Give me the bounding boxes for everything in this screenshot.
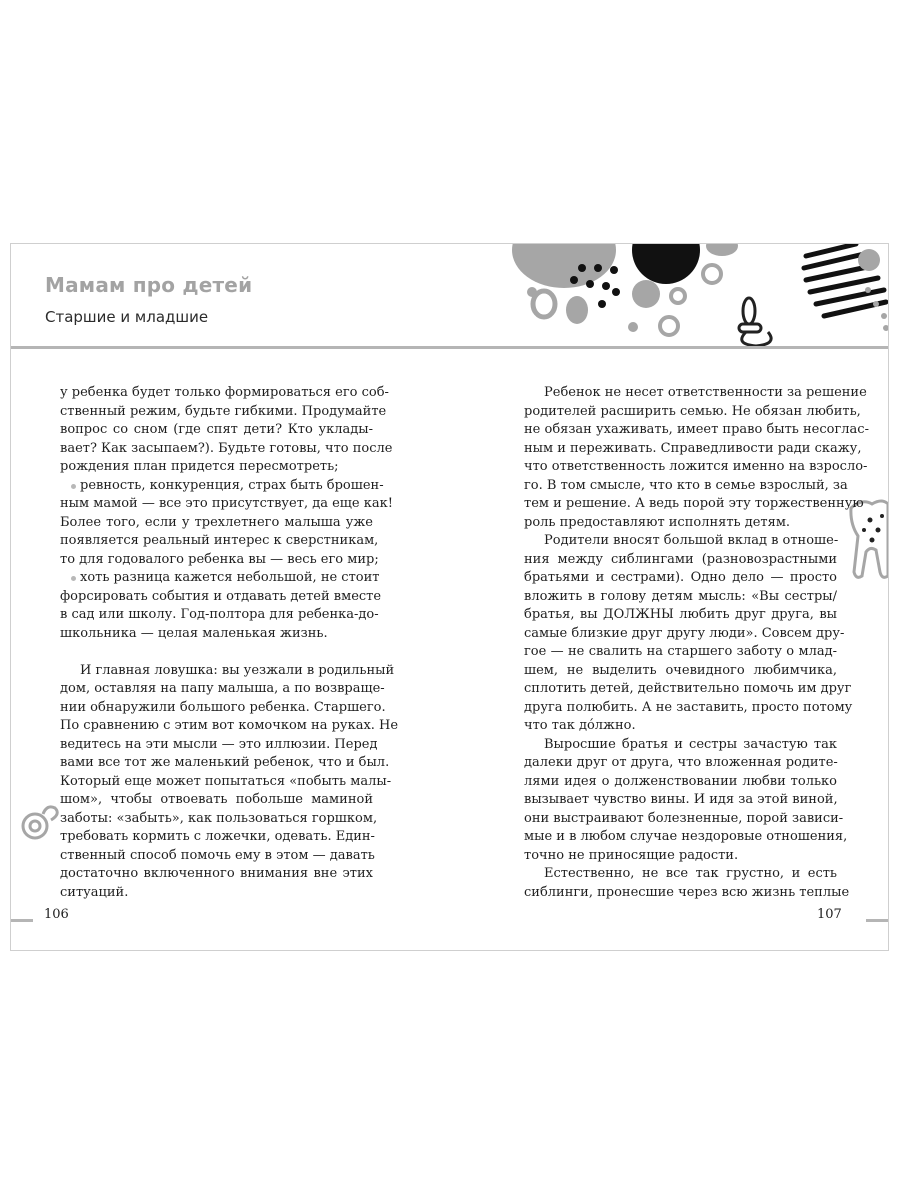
text-line: мые и в любом случае нездоровые отношения, xyxy=(524,829,848,844)
left-page-text xyxy=(60,384,399,902)
gray-blob-small xyxy=(706,244,738,256)
text-line: не обязан ухаживать, имеет право быть несоглас- xyxy=(524,422,869,437)
text-line: По сравнению с этим вот комочком на руках. Не xyxy=(60,718,399,733)
text-line: появляется реальный интерес к сверстникам, xyxy=(60,533,379,548)
text-line: то для годовалого ребенка вы — весь его мир; xyxy=(60,551,379,567)
text-line: вает? Как засыпаем?). Будьте готовы, что после xyxy=(60,440,393,456)
gray-circle xyxy=(632,280,660,308)
text-line: ственный режим, будьте гибкими. Продумайте xyxy=(60,403,387,419)
page-number-right: 107 xyxy=(817,907,842,922)
text-line: хоть разница кажется небольшой, не стоит xyxy=(80,570,380,585)
text-line: ревность, конкуренция, страх быть брошен- xyxy=(80,477,384,493)
text-line: ным мамой — все это присутствует, да еще как! xyxy=(60,496,393,511)
text-line: Более того, если у трехлетнего малыша уже xyxy=(60,514,373,530)
text-line: дом, оставляя на папу малыша, а по возвраще- xyxy=(60,681,385,696)
text-line: что ответственность ложится именно на взросло- xyxy=(524,459,868,474)
text-line: шем, не выделить очевидного любимчика, xyxy=(524,662,837,678)
text-line: тем и решение. А ведь порой эту торжественную xyxy=(524,496,864,511)
bullet-icon xyxy=(71,576,76,581)
text-line: ным и переживать. Справедливости ради скажу, xyxy=(524,440,862,456)
text-line: роль предоставляют исполнять детям. xyxy=(524,514,791,530)
text-line: ведитесь на эти мысли — это иллюзии. Перед xyxy=(60,736,378,752)
text-line: требовать кормить с ложечки, одевать. Един- xyxy=(60,829,375,844)
text-line: вложить в голову детям мысль: «Вы сестры/ xyxy=(524,588,837,604)
text-line: гое — не свалить на старшего заботу о млад- xyxy=(524,644,837,659)
list-item xyxy=(60,569,380,588)
text-line: лями идея о долженствовании любви только xyxy=(524,773,837,789)
text-line: Ребенок не несет ответственности за решение xyxy=(544,385,867,400)
text-line: достаточно включенного внимания вне этих xyxy=(60,866,373,881)
baby-rattle-icon xyxy=(739,298,771,346)
header-rule xyxy=(11,346,889,349)
text-line: нии обнаружили большого ребенка. Старшего. xyxy=(60,699,386,715)
text-line: ситуаций. xyxy=(60,884,129,900)
text-line: друга полюбить. А не заставить, просто потому xyxy=(524,699,853,715)
text-line: сиблинги, пронесшие через всю жизнь теплые xyxy=(524,884,850,900)
text-line: ственный способ помочь ему в этом — давать xyxy=(60,847,375,863)
text-line: школьника — целая маленькая жизнь. xyxy=(60,625,328,641)
footer-rule-right xyxy=(866,919,888,922)
running-subtitle: Старшие и младшие xyxy=(45,308,209,326)
text-line: в сад или школу. Год-полтора для ребенка-до- xyxy=(60,607,379,622)
text-line: Естественно, не все так грустно, и есть xyxy=(544,866,837,881)
text-line: вопрос со сном (где спят дети? Кто уклады- xyxy=(60,422,373,437)
right-page-text xyxy=(524,384,869,902)
text-line: форсировать события и отдавать детей вместе xyxy=(60,588,382,604)
text-line: они выстраивают болезненные, порой зависи- xyxy=(524,810,844,826)
text-line: самые близкие друг другу люди». Совсем дру- xyxy=(524,625,845,641)
text-line: ния между сиблингами (разновозрастными xyxy=(524,551,837,567)
footer-rule-left xyxy=(11,919,33,922)
text-line: что так дóлжно. xyxy=(524,718,636,733)
book-spread xyxy=(10,243,889,951)
text-line: братьями и сестрами). Одно дело — просто xyxy=(524,570,837,585)
text-line: точно не приносящие радости. xyxy=(524,847,739,863)
text-line: Родители вносят большой вклад в отноше- xyxy=(544,533,839,548)
text-line: го. В том смысле, что кто в семье взрослый, за xyxy=(524,477,848,493)
black-blob xyxy=(632,244,700,284)
text-line: шом», чтобы отвоевать побольше маминой xyxy=(60,792,373,807)
text-line: у ребенка будет только формироваться его соб- xyxy=(60,385,389,400)
text-line: родителей расширить семью. Не обязан любить, xyxy=(524,403,861,419)
pacifier-icon xyxy=(17,800,61,846)
abstract-blobs-illustration xyxy=(506,244,889,348)
text-line: заботы: «забыть», как пользоваться горшком, xyxy=(60,810,378,826)
page-number-left: 106 xyxy=(44,907,69,922)
text-line: сплотить детей, действительно помочь им друг xyxy=(524,681,852,696)
text-line: И главная ловушка: вы уезжали в родильный xyxy=(80,662,395,678)
text-line: братья, вы ДОЛЖНЫ любить друг друга, вы xyxy=(524,607,837,622)
running-title: Мамам про детей xyxy=(45,273,253,297)
list-item xyxy=(60,477,384,496)
bullet-icon xyxy=(71,484,76,489)
text-line: вами все тот же маленький ребенок, что и был. xyxy=(60,755,390,770)
text-line: вызывает чувство вины. И идя за этой виной, xyxy=(524,792,838,807)
text-line: Который еще может попытаться «побыть малы- xyxy=(60,773,392,789)
text-line: рождения план придется пересмотреть; xyxy=(60,459,339,474)
text-line: Выросшие братья и сестры зачастую так xyxy=(544,736,837,752)
text-line: далеки друг от друга, что вложенная родите- xyxy=(524,755,838,770)
